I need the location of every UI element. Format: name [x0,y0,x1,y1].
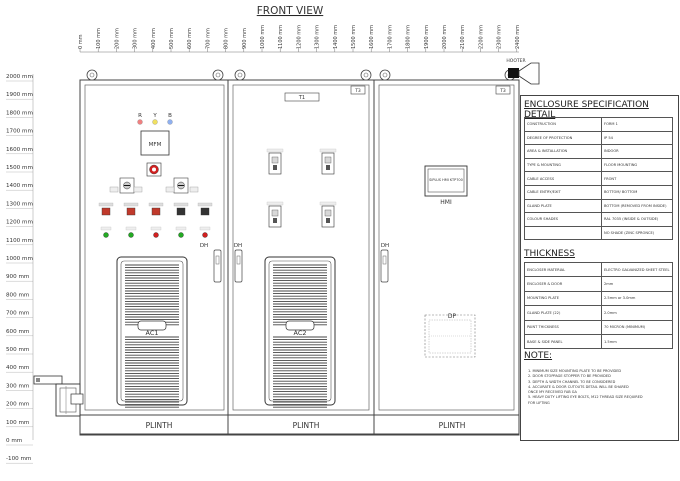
lamp-legend [126,227,136,230]
left-scale-label: 100 mm [6,419,30,426]
thickness-value: 2.5mm or 3.0mm [602,291,673,305]
mcb-legend [267,202,283,205]
thickness-key: GLAND PLATE (22) [525,306,602,320]
lifting-eye-bolts [87,70,515,80]
drawing-title: FRONT VIEW [256,5,324,17]
pushbutton-row [99,203,212,215]
thickness-key: BASE & SIDE PANEL [525,334,602,348]
thickness-key: ENCLOSER & DOOR [525,277,602,291]
phase-label-r: R [138,113,142,119]
mcb-window [272,210,278,216]
thickness-value: 1.5mm [602,334,673,348]
note-item: 4. ACCURATE & DOOR CUTOUTS DETAIL WILL BE SHARED [528,384,629,389]
spec-row [525,118,673,132]
left-scale-label: 600 mm [6,328,30,335]
top-scale-label: 2300 mm [496,24,503,49]
pushbutton-legend [99,203,113,206]
notes-heading: NOTE: [524,351,553,361]
selector-switches [110,178,198,193]
thickness-row [525,334,673,348]
lifting-eye-icon [87,70,97,80]
meter-label: MFM [148,142,162,148]
left-scale-label: 900 mm [6,274,30,281]
left-scale-label: 1600 mm [6,146,33,153]
legend-plate [110,187,118,192]
left-scale-label: -100 mm [6,456,32,463]
mcb-window [272,157,278,163]
spec-key [525,226,602,240]
spec-row [525,213,673,227]
thickness-key: ENCLOSER MATERIAL [525,263,602,277]
hmi-screen-text: SIPLUS HMI KTP700 [429,178,463,182]
left-scale-label: 1800 mm [6,110,33,117]
legend-plate [190,187,198,192]
top-scale-label: 900 mm [241,28,248,49]
indicator-lamp-row [101,227,210,238]
door-handle-1 [214,250,221,282]
pushbutton-legend [174,203,188,206]
mcb-toggle-icon [326,218,330,223]
indicator-lamp-icon [104,233,109,238]
ac2-label: AC2 [293,329,307,337]
top-scale-label: 1300 mm [314,24,321,49]
spec-key: CONSTRUCTION [525,118,602,132]
section-2-mcb-devices [267,149,336,227]
note-item: 2. DOOR STOPPAGE STOPPER TO BE PROVIDED [528,374,611,379]
phase-lamp-r-icon [138,120,143,125]
top-scale-label: 200 mm [114,28,121,49]
door-handle-2 [235,250,242,282]
left-scale-label: 800 mm [6,292,30,299]
spec-value: BOTTOM (REMOVED FROM INSIDE) [602,199,673,213]
top-scale-label: 1900 mm [423,24,430,49]
top-scale-label: 1400 mm [332,24,339,49]
left-scale-label: 1900 mm [6,92,33,99]
emergency-stop-center [152,168,156,172]
left-scale-label: 700 mm [6,310,30,317]
indicator-lamp-icon [154,233,159,238]
indicator-lamp-icon [129,233,134,238]
top-scale-label: 700 mm [205,28,212,49]
top-scale-label: 2100 mm [460,24,467,49]
thickness-table [524,262,673,349]
spec-key: CABLE ENTRY/EXIT [525,185,602,199]
thickness-key: PAINT THICKNESS [525,320,602,334]
tag-t3-small-label: T3 [355,89,361,94]
spec-table [524,117,673,240]
spec-row [525,172,673,186]
mcb-legend [267,149,283,152]
spec-heading: ENCLOSURE SPECIFICATION DETAIL [524,100,649,120]
note-item: ONCE MY RECEIVED FAB GA [528,390,577,395]
spec-value: BOTTOM/ BOTTOM [602,185,673,199]
plinth-label-1: PLINTH [145,421,173,430]
notes-list [528,369,670,406]
left-scale-label: 500 mm [6,347,30,353]
top-scale-label: 100 mm [96,28,103,49]
spec-row [525,185,673,199]
left-scale-label: 400 mm [6,365,30,372]
note-item: FOR LIFTING [528,400,550,405]
document-pocket-label: DP [447,313,457,320]
phase-lamp-b-icon [168,120,173,125]
spec-row [525,226,673,240]
top-scale-label: 2000 mm [442,24,448,49]
phase-label-y: Y [153,113,157,119]
section-3-frame [374,80,519,415]
spec-value: RAL 7035 (INSIDE & OUTSIDE) [602,213,673,227]
left-scale-label: 2000 mm [6,74,33,80]
pushbutton-icon [152,208,160,215]
note-item: 1. MINIMUM SIZE MOUNTING PLATE TO BE PROVIDED [528,369,622,373]
mcb-body [322,153,334,174]
spec-value: FRONT [602,172,673,186]
hooter-label: HOOTER [506,59,526,64]
left-scale-label: 200 mm [6,401,30,408]
pushbutton-icon [102,208,110,215]
left-dimension-scale [6,74,33,463]
top-scale-label: 1000 mm [260,24,266,49]
mcb-body [269,153,281,174]
thickness-value: 2.0mm [602,306,673,320]
plinth-label-2: PLINTH [292,421,320,430]
ac1-label: AC1 [145,329,159,337]
lifting-eye-icon [213,70,223,80]
top-scale-label: 0 mm [78,34,84,49]
lifting-eye-icon [380,70,390,80]
mcb-body [322,206,334,227]
phase-label-b: B [168,113,172,119]
mcb-toggle-icon [326,165,330,170]
spec-row [525,158,673,172]
thickness-row [525,277,673,291]
pushbutton-icon [201,208,209,215]
note-item: 5. HEAVY DUTY LIFTING EYE BOLTS, M12 THREAD SIZE REQUIRED [528,395,643,400]
lamp-legend [176,227,186,230]
left-scale-label: 1700 mm [6,128,33,135]
top-scale-label: 1700 mm [387,24,394,49]
lamp-legend [101,227,111,230]
spec-value: FLOOR MOUNTING [602,158,673,172]
left-scale-label: 300 mm [6,383,30,390]
pushbutton-legend [198,203,212,206]
rotary-isolator-handle-icon [34,376,83,416]
legend-plate [166,187,174,192]
top-scale-label: 2400 mm [514,24,521,49]
thickness-heading: THICKNESS [524,249,575,259]
indicator-lamp-icon [179,233,184,238]
pushbutton-legend [124,203,138,206]
pushbutton-icon [127,208,135,215]
left-scale-label: 0 mm [6,438,23,444]
door-handle-label-2: DH [233,243,243,249]
left-scale-label: 1000 mm [6,256,33,262]
spec-key: DEGREE OF PROTECTION [525,131,602,145]
spec-key: TYPE & MOUNTING [525,158,602,172]
spec-value: NO SHADE (ZINC SPRONCE) [602,226,673,240]
door-handle-3 [381,250,388,282]
tag-t1-label: T1 [298,95,306,101]
spec-row [525,131,673,145]
mcb-toggle-icon [273,218,277,223]
hooter-icon [508,63,539,84]
thickness-row [525,320,673,334]
top-scale-label: 600 mm [187,28,194,49]
left-scale-label: 1200 mm [6,219,33,226]
note-item: 3. DEPTH & WIDTH CHANNEL TO BE CONSIDERED [528,379,616,384]
door-handle-label-3: DH [380,243,390,249]
spec-key: CABLE ACCESS [525,172,602,186]
pushbutton-icon [177,208,185,215]
mcb-toggle-icon [273,165,277,170]
top-scale-label: 1800 mm [405,24,412,49]
lifting-eye-icon [361,70,371,80]
thickness-row [525,291,673,305]
legend-plate [134,187,142,192]
spec-value: FORM 1 [602,118,673,132]
spec-value: IP 54 [602,131,673,145]
top-scale-label: 1600 mm [369,24,376,49]
top-scale-label: 500 mm [169,28,175,49]
spec-key: GLAND PLATE [525,199,602,213]
spec-key: AREA & INSTALLATION [525,145,602,159]
thickness-value: 2mm [602,277,673,291]
top-scale-label: 1200 mm [296,24,303,49]
top-scale-label: 800 mm [223,28,230,49]
lifting-eye-icon [235,70,245,80]
tag-t3-label: T3 [500,89,506,94]
indicator-lamp-icon [203,233,208,238]
mcb-legend [320,202,336,205]
left-scale-label: 1400 mm [6,183,33,190]
top-scale-label: 1500 mm [351,24,357,49]
thickness-key: MOUNTING PLATE [525,291,602,305]
thickness-row [525,306,673,320]
section-3-door [379,85,514,410]
mcb-legend [320,149,336,152]
left-scale-label: 1300 mm [6,201,33,208]
spec-key: COLOUR SHADES [525,213,602,227]
top-scale-label: 300 mm [132,28,139,49]
door-handle-label-1: DH [199,243,209,249]
pushbutton-legend [149,203,163,206]
top-scale-label: 400 mm [150,28,157,49]
mcb-window [325,210,331,216]
phase-lamp-y-icon [153,120,158,125]
thickness-value: 70 MICRON (MINIMUM) [602,320,673,334]
left-scale-label: 1500 mm [6,165,33,171]
left-scale-label: 1100 mm [6,237,33,244]
top-scale-label: 1100 mm [278,24,285,49]
mcb-body [269,206,281,227]
mcb-window [325,157,331,163]
top-dimension-scale [78,25,521,52]
document-pocket [425,315,475,357]
plinth-label-3: PLINTH [438,421,466,430]
lamp-legend [200,227,210,230]
top-scale-label: 2200 mm [478,24,485,49]
spec-row [525,145,673,159]
spec-value: INDOOR [602,145,673,159]
spec-row [525,199,673,213]
hmi-label: HMI [440,199,452,206]
thickness-row [525,263,673,277]
lamp-legend [151,227,161,230]
thickness-value: ELECTRO GALVANIZED SHEET STEEL [602,263,673,277]
